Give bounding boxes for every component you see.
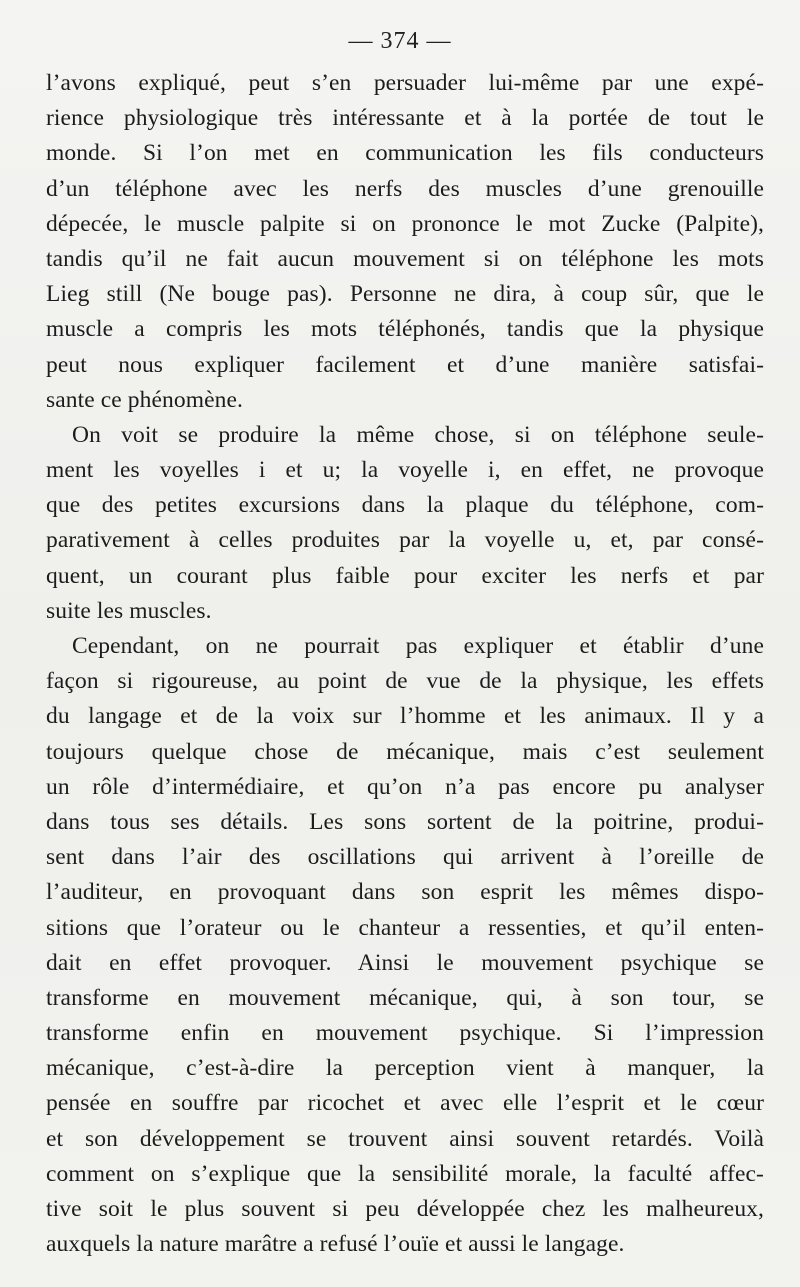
text-line: l’auditeur, en provoquant dans son esprit les mêmes dispo- — [46, 879, 764, 906]
text-line: l’avons expliqué, peut s’en persuader lui-même par une expé- — [46, 70, 764, 96]
text-line: tive soit le plus souvent si peu développée chez les malheureux, — [46, 1196, 764, 1222]
text-line: mécanique, c’est-à-dire la perception vient à manquer, la — [46, 1055, 764, 1082]
text-line: peut nous expliquer facilement et d’une manière satisfai- — [46, 351, 764, 378]
text-line: rience physiologique très intéressante et à la portée de tout le — [46, 105, 764, 132]
text-line: Lieg still (Ne bouge pas). Personne ne dira, à coup sûr, que le — [46, 281, 764, 308]
text-line: monde. Si l’on met en communication les fils conducteurs — [46, 140, 764, 167]
text-line: comment on s’explique que la sensibilité morale, la faculté affec- — [46, 1160, 764, 1187]
text-line: ment les voyelles i et u; la voyelle i, en effet, ne provoque — [46, 457, 764, 484]
text-line: auxquels la nature marâtre a refusé l’ouïe et aussi le langage. — [46, 1231, 625, 1258]
text-line: suite les muscles. — [46, 597, 212, 624]
text-line: dépecée, le muscle palpite si on prononce le mot Zucke (Palpite), — [46, 210, 764, 237]
text-line: d’un téléphone avec les nerfs des muscles d’une grenouille — [46, 175, 764, 202]
text-line: et son développement se trouvent ainsi souvent retardés. Voilà — [46, 1125, 764, 1152]
text-line: muscle a compris les mots téléphonés, tandis que la physique — [46, 316, 764, 343]
text-line: dait en effet provoquer. Ainsi le mouvement psychique se — [46, 949, 764, 976]
text-line: que des petites excursions dans la plaque du téléphone, com- — [46, 492, 764, 519]
text-line: pensée en souffre par ricochet et avec elle l’esprit et le cœur — [46, 1090, 764, 1117]
text-line: On voit se produire la même chose, si on téléphone seule- — [72, 421, 764, 448]
text-line: façon si rigoureuse, au point de vue de la physique, les effets — [46, 668, 764, 695]
text-line: sante ce phénomène. — [46, 386, 243, 413]
text-line: dans tous ses détails. Les sons sortent de la poitrine, produi- — [46, 808, 764, 835]
text-line: toujours quelque chose de mécanique, mais c’est seulement — [46, 738, 764, 765]
text-line: quent, un courant plus faible pour exciter les nerfs et par — [46, 562, 764, 589]
text-line: sent dans l’air des oscillations qui arrivent à l’oreille de — [46, 844, 764, 871]
page-number: — 374 — — [348, 28, 452, 54]
text-line: un rôle d’intermédiaire, et qu’on n’a pas encore pu analyser — [46, 773, 764, 800]
text-line: tandis qu’il ne fait aucun mouvement si on téléphone les mots — [46, 245, 764, 272]
text-line: transforme enfin en mouvement psychique. Si l’impression — [46, 1020, 764, 1047]
body-text — [46, 66, 764, 1262]
text-line: sitions que l’orateur ou le chanteur a ressenties, et qu’il enten- — [46, 914, 764, 941]
text-line: du langage et de la voix sur l’homme et les animaux. Il y a — [46, 703, 764, 730]
text-line: transforme en mouvement mécanique, qui, à son tour, se — [46, 984, 764, 1011]
text-line: parativement à celles produites par la voyelle u, et, par consé- — [46, 527, 764, 554]
text-line: Cependant, on ne pourrait pas expliquer et établir d’une — [72, 633, 764, 659]
